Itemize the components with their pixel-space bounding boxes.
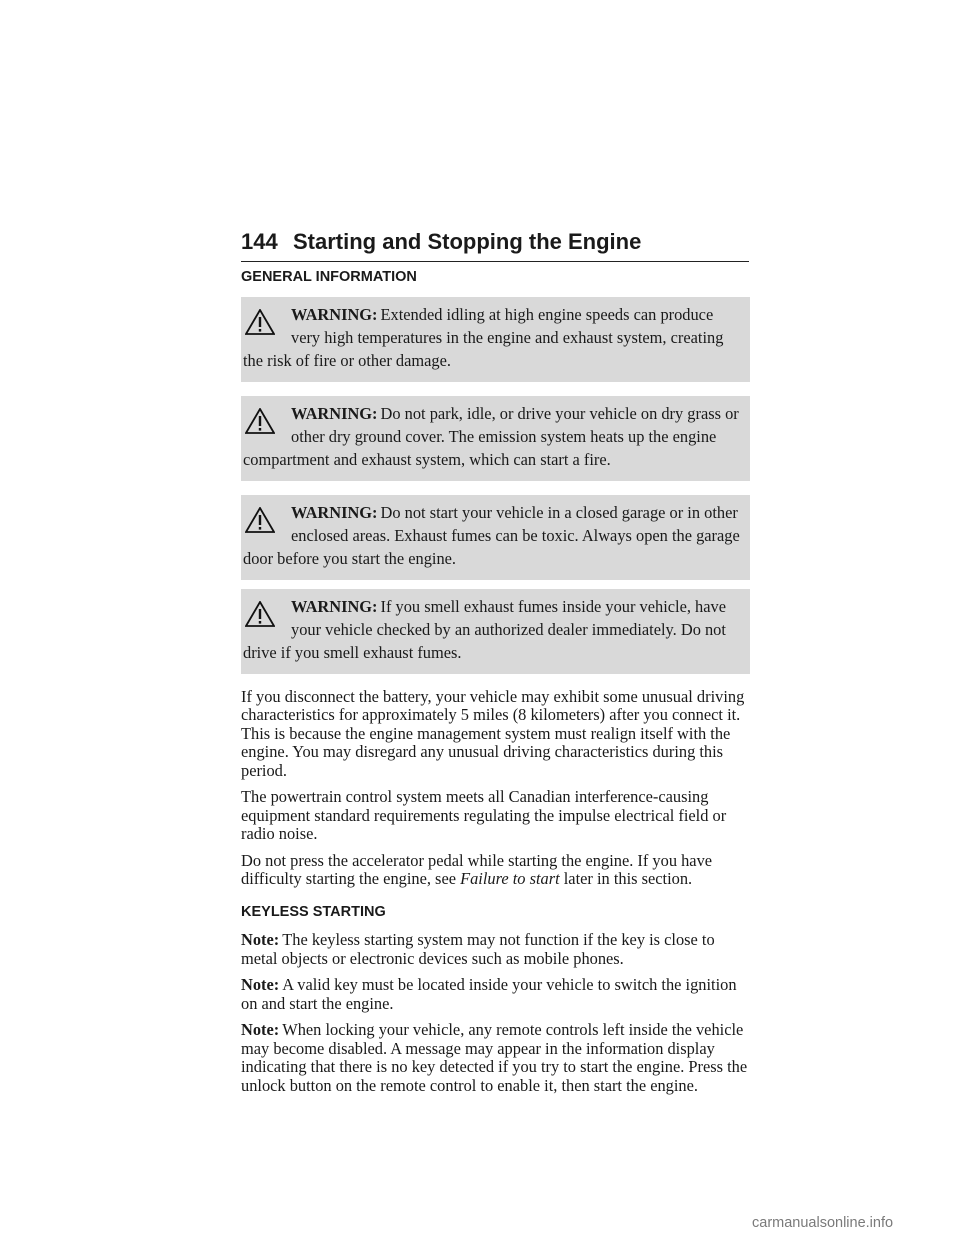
paragraph: The powertrain control system meets all Canadian interference-causing equipment standard requirements regulating the impulse electrical field or radio noise.: [241, 787, 727, 843]
page-header: [241, 227, 749, 262]
warning-box: [241, 589, 750, 674]
warning-box: [241, 396, 750, 481]
warning-triangle-icon: [245, 408, 275, 434]
warning-text: If you smell exhaust fumes inside your vehicle, have your vehicle checked by an authorized dealer immediately. Do not drive if you smell exhaust fumes.: [243, 596, 726, 662]
paragraph-text: later in this section.: [559, 869, 693, 888]
note-label: Note:: [241, 1020, 280, 1039]
warning-label: WARNING:: [291, 502, 378, 522]
page-content: [241, 268, 750, 1103]
warning-text: Do not start your vehicle in a closed garage or in other enclosed areas. Exhaust fumes can be toxic. Always open the garage door before you start the engine.: [243, 502, 740, 568]
warning-triangle-icon: [245, 601, 275, 627]
paragraph-text: Do not press the accelerator pedal while starting the engine. If you have difficulty starting the engine, see: [241, 850, 713, 888]
paragraph: If you disconnect the battery, your vehicle may exhibit some unusual driving characteristics for approximately 5 miles (8 kilometers) after you connect it. This is because the engine management system must realign itself with the engine. You may disregard any unusual driving characteristics during this period.: [241, 686, 745, 780]
paragraph: [241, 852, 750, 889]
page-number: 144: [241, 229, 278, 254]
warning-box: [241, 495, 750, 580]
warning-triangle-icon: [245, 309, 275, 335]
warning-label: WARNING:: [291, 596, 378, 616]
note: [241, 931, 750, 968]
warning-text: Do not park, idle, or drive your vehicle on dry grass or other dry ground cover. The emission system heats up the engine compartment and exhaust system, which can start a fire.: [243, 403, 739, 469]
note-label: Note:: [241, 975, 280, 994]
note: [241, 976, 750, 1013]
note: [241, 1021, 750, 1095]
note-text: A valid key must be located inside your vehicle to switch the ignition on and start the engine.: [241, 975, 737, 1013]
warning-label: WARNING:: [291, 403, 378, 423]
warning-label: WARNING:: [291, 304, 378, 324]
warning-text: Extended idling at high engine speeds can produce very high temperatures in the engine and exhaust system, creating the risk of fire or other damage.: [243, 304, 724, 370]
cross-reference-link[interactable]: Failure to start: [460, 869, 560, 888]
section-heading-general: GENERAL INFORMATION: [241, 269, 417, 285]
watermark: carmanualsonline.info: [752, 1215, 894, 1231]
warning-triangle-icon: [245, 507, 275, 533]
note-text: When locking your vehicle, any remote controls left inside the vehicle may become disabled. A message may appear in the information display indicating that there is no key detected if you try to start the engine. Press the unlock button on the remote control to enable it, then start the engine.: [241, 1020, 748, 1095]
section-heading-keyless: KEYLESS STARTING: [241, 903, 386, 920]
chapter-title: Starting and Stopping the Engine: [293, 229, 642, 254]
note-label: Note:: [241, 930, 280, 949]
warning-box: [241, 297, 750, 382]
note-text: The keyless starting system may not function if the key is close to metal objects or electronic devices such as mobile phones.: [241, 930, 715, 968]
